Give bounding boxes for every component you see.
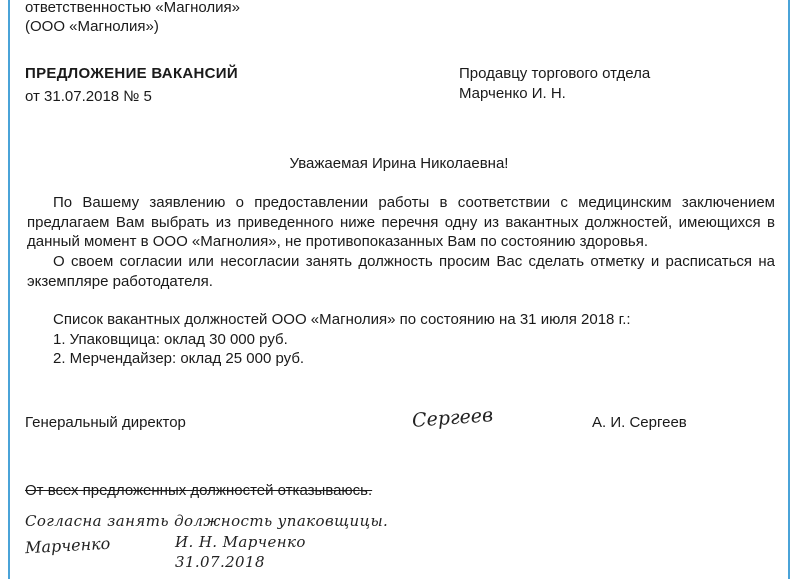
vacancy-item-2: 2. Мерчендайзер: оклад 25 000 руб.: [53, 350, 305, 367]
vacancy-item-1: 1. Упаковщица: оклад 30 000 руб.: [53, 331, 288, 348]
signatory-position: Генеральный директор: [25, 414, 186, 431]
document-date-number: от 31.07.2018 № 5: [25, 88, 152, 105]
body-paragraph-1: [27, 193, 775, 252]
signatory-name: А. И. Сергеев: [592, 414, 687, 431]
refusal-struck-option: От всех предложенных должностей отказываюсь.: [25, 482, 373, 499]
employee-signature-text: Марченко: [24, 533, 111, 558]
employee-handwritten-signature: [25, 534, 111, 557]
body-paragraph-2: [27, 252, 775, 291]
recipient-name: Марченко И. Н.: [459, 85, 566, 102]
document-page: [8, 0, 790, 579]
director-signature-text: Сергеев: [411, 404, 494, 432]
vacancies-intro: Список вакантных должностей ООО «Магнолия» по состоянию на 31 июля 2018 г.:: [53, 311, 631, 328]
org-name-line: ответственностью «Магнолия»: [25, 0, 240, 16]
consent-handwritten-note: Согласна занять должность упаковщицы.: [25, 512, 389, 530]
employee-handwritten-name: И. Н. Марченко: [175, 533, 306, 551]
employee-handwritten-date: 31.07.2018: [175, 553, 265, 571]
body-paragraph-1-text: По Вашему заявлению о предоставлении работы в соответствии с медицинским заключением предлагаем Вам выбрать из приведенного ниже перечня одну из вакантных должностей, имеющихся в данный момент в ООО «Магнолия», не противопоказанных Вам по состоянию здоровья.: [27, 194, 775, 250]
salutation: Уважаемая Ирина Николаевна!: [289, 155, 509, 172]
document-title: ПРЕДЛОЖЕНИЕ ВАКАНСИЙ: [25, 65, 238, 82]
org-short-name: (ООО «Магнолия»): [25, 18, 159, 35]
director-handwritten-signature: [411, 404, 493, 432]
body-paragraph-2-text: О своем согласии или несогласии занять должность просим Вас сделать отметку и расписаться на экземпляре работодателя.: [27, 253, 775, 290]
recipient-position: Продавцу торгового отдела: [459, 65, 651, 82]
